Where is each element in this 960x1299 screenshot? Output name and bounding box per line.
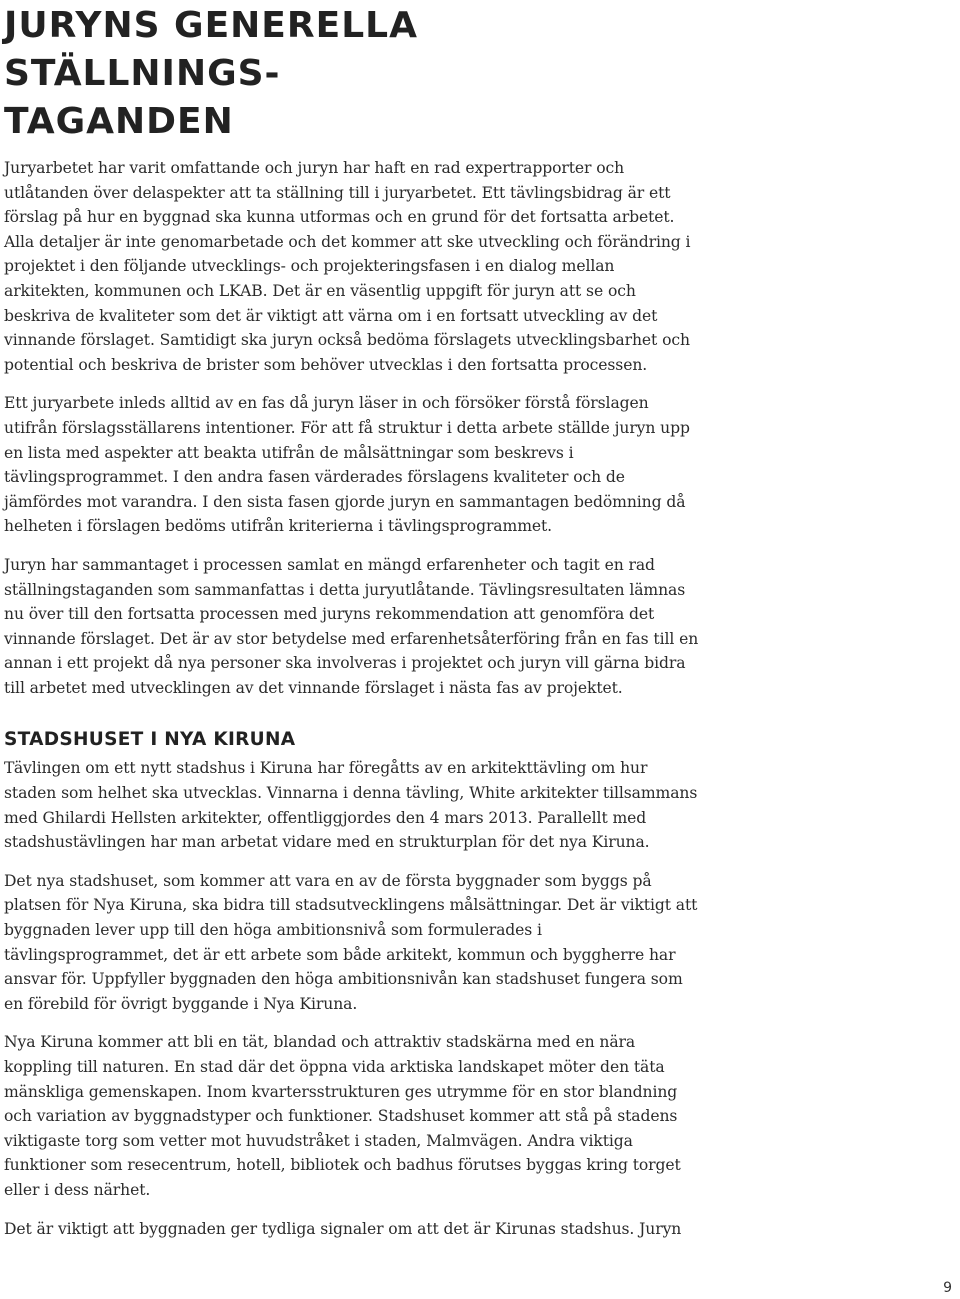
section-paragraph-4: Det är viktigt att byggnaden ger tydliga signaler om att det är Kirunas stadshus. Juryn xyxy=(4,1219,682,1238)
paragraph-3: Juryn har sammantaget i processen samlat en mängd erfarenheter och tagit en rad ställningstaganden som sammanfattas i detta juryutlåtande. Tävlingsresultaten lämnas nu över till den fortsatta processen med juryns rekommendation att genomföra det vinnande förslaget. Det är av stor betydelse med erfarenhetsåterföring från en fas till en annan i ett projekt då nya personer ska involveras i projektet och juryn vill gärna bidra till arbetet med utvecklingen av det vinnande förslaget i nästa fas av projektet. xyxy=(4,555,699,697)
paragraph-1: Juryarbetet har varit omfattande och juryn har haft en rad expertrapporter och utlåtanden över delaspekter att ta ställning till i juryarbetet. Ett tävlingsbidrag är ett förslag på hur en byggnad ska kunna utformas och en grund för det fortsatta arbetet. Alla detaljer är inte genomarbetade och det kommer att ske utveckling och förändring i projektet i den följande utvecklings- och projekteringsfasen i en dialog mellan arkitekten, kommunen och LKAB. Det är en väsentlig uppgift för juryn att se och beskriva de kvaliteter som det är viktigt att värna om i en fortsatt utveckling av det vinnande förslaget. Samtidigt ska juryn också bedöma förslagets utvecklingsbarhet och potential och beskriva de brister som behöver utvecklas i den fortsatta processen. xyxy=(4,159,691,374)
paragraph-2: Ett juryarbete inleds alltid av en fas då juryn läser in och försöker förstå förslagen utifrån förslagsställarens intentioner. För att få struktur i detta arbete ställde juryn upp en lista med aspekter att beakta utifrån de målsättningar som beskrevs i tävlingsprogrammet. I den andra fasen värderades förslagens kvaliteter och de jämfördes mot varandra. I den sista fasen gjorde juryn en sammantagen bedömning då helheten i förslagen bedöms utifrån kriterierna i tävlingsprogrammet. xyxy=(4,394,690,536)
section-paragraph-2: Det nya stadshuset, som kommer att vara en av de första byggnader som byggs på platsen för Nya Kiruna, ska bidra till stadsutvecklingens målsättningar. Det är viktigt att byggnaden lever upp till den höga ambitionsnivå som formulerades i tävlingsprogrammet, det är ett arbete som både arkitekt, kommun och byggherre har ansvar för. Uppfyller byggnaden den höga ambitionsnivån kan stadshuset fungera som en förebild för övrigt byggande i Nya Kiruna. xyxy=(4,871,698,1013)
section-paragraph-1: Tävlingen om ett nytt stadshus i Kiruna har föregåtts av en arkitekttävling om hur staden som helhet ska utvecklas. Vinnarna i denna tävling, White arkitekter tillsammans med Ghilardi Hellsten arkitekter, offentliggjordes den 4 mars 2013. Parallellt med stadshustävlingen har man arbetat vidare med en strukturplan för det nya Kiruna. xyxy=(4,759,698,852)
section-heading: STADSHUSET I NYA KIRUNA xyxy=(4,729,296,751)
page-title-line-2: TAGANDEN xyxy=(4,101,234,142)
page-title-line-1: JURYNS GENERELLA STÄLLNINGS- xyxy=(4,5,418,94)
page-number: 9 xyxy=(943,1280,952,1296)
section-paragraph-3: Nya Kiruna kommer att bli en tät, blandad och attraktiv stadskärna med en nära koppling till naturen. En stad där det öppna vida arktiska landskapet möter den täta mänskliga gemenskapen. Inom kvartersstrukturen ges utrymme för en stor blandning och variation av byggnadstyper och funktioner. Stadshuset kommer att stå på stadens viktigaste torg som vetter mot huvudstråket i staden, Malmvägen. Andra viktiga funktioner som resecentrum, hotell, bibliotek och badhus förutses byggas kring torget eller i dess närhet. xyxy=(4,1033,681,1199)
page-title xyxy=(4,0,704,146)
